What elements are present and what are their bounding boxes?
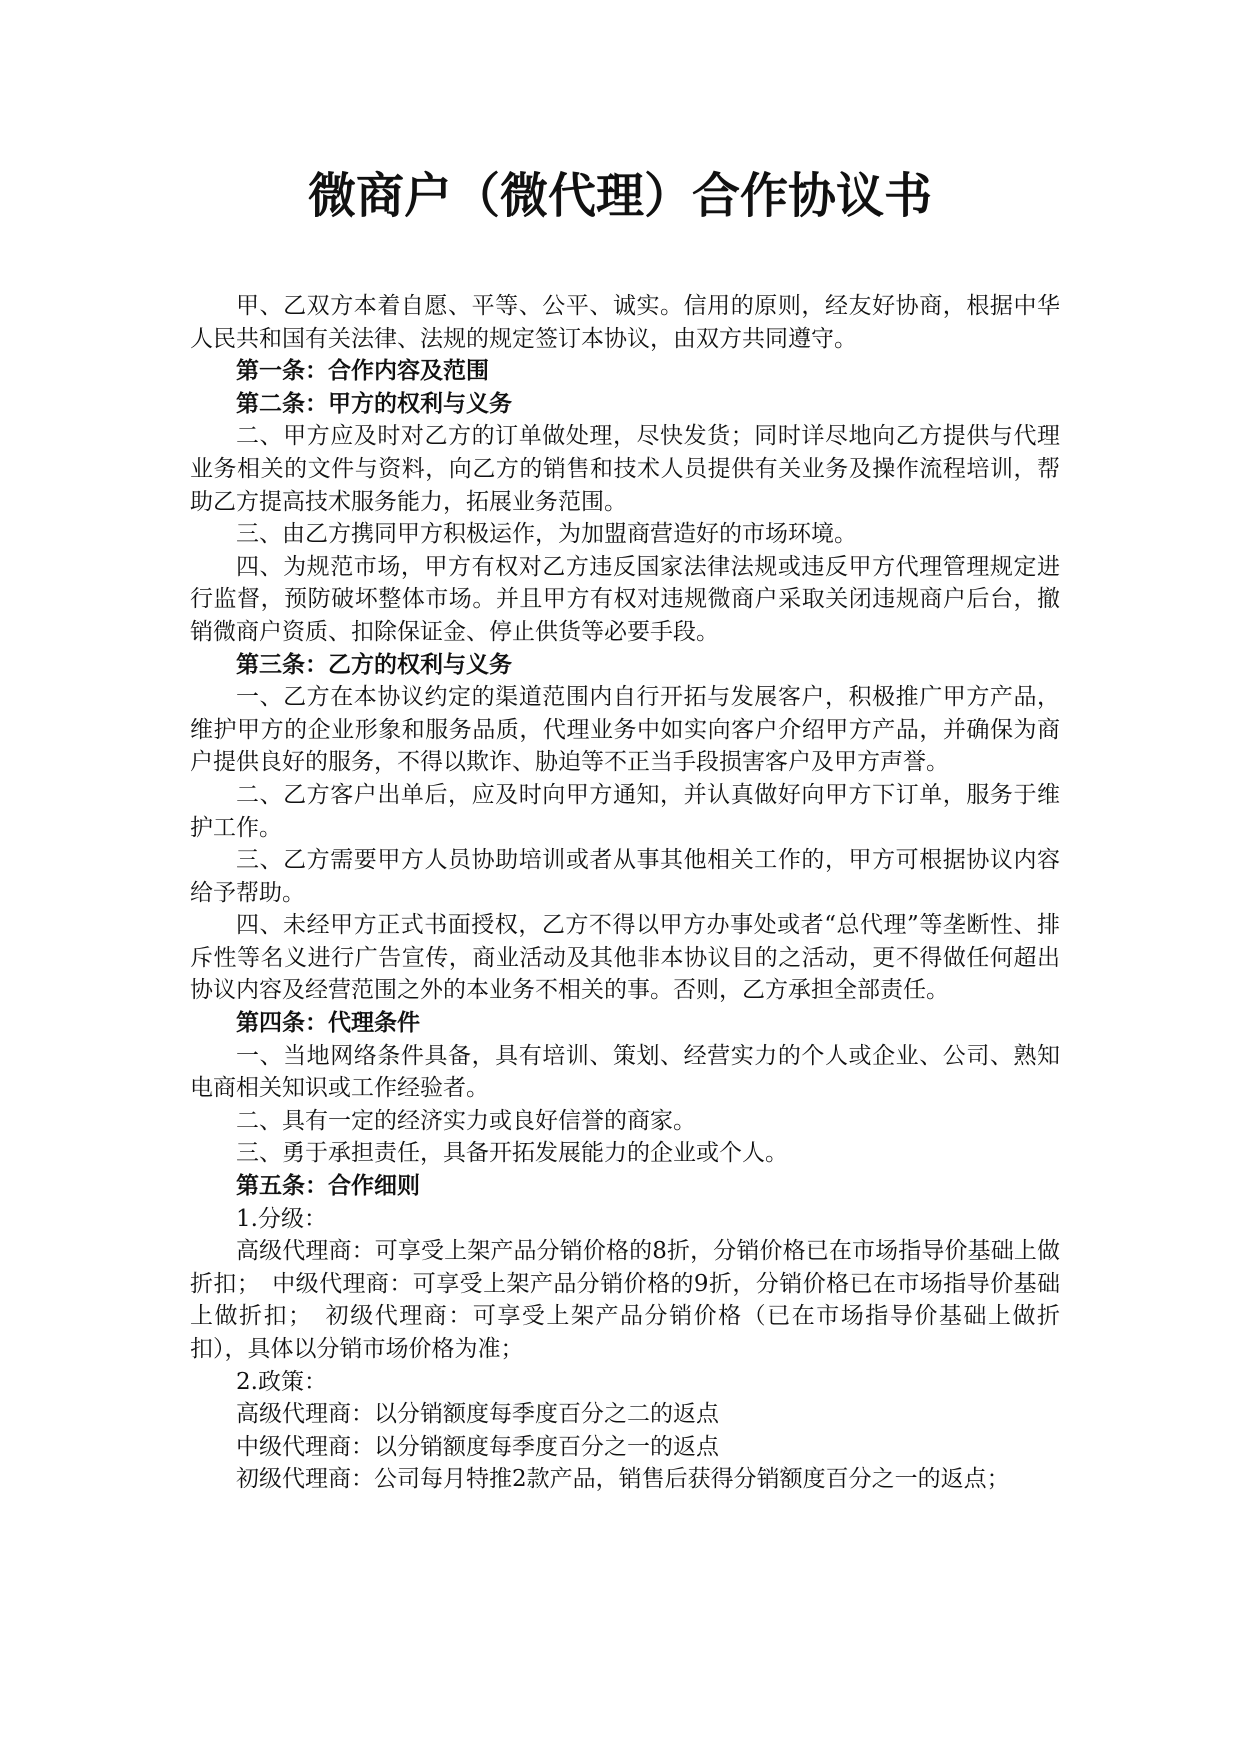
paragraph: 高级代理商：以分销额度每季度百分之二的返点 <box>236 1401 719 1428</box>
paragraph: 高级代理商：可享受上架产品分销价格的8折，分销价格已在市场指导价基础上做折扣； 中级代理商：可享受上架产品分销价格的9折，分销价格已在市场指导价基础上做折扣； 初级代理商：可享受上架产品分销价格（已在市场指导价基础上做折扣），具体以分销市场价格为准； <box>190 1238 1060 1362</box>
section-heading: 第一条：合作内容及范围 <box>236 357 489 385</box>
document-body <box>190 290 1060 1496</box>
paragraph: 四、未经甲方正式书面授权，乙方不得以甲方办事处或者“总代理”等垄断性、排斥性等名义进行广告宣传，商业活动及其他非本协议目的之活动，更不得做任何超出协议内容及经营范围之外的本业务不相关的事。否则，乙方承担全部责任。 <box>190 912 1060 1004</box>
paragraph: 三、乙方需要甲方人员协助培训或者从事其他相关工作的，甲方可根据协议内容给予帮助。 <box>190 847 1060 906</box>
paragraph: 二、具有一定的经济实力或良好信誉的商家。 <box>236 1107 696 1134</box>
section-heading: 第五条：合作细则 <box>236 1172 420 1200</box>
paragraph: 四、为规范市场，甲方有权对乙方违反国家法律法规或违反甲方代理管理规定进行监督，预防破坏整体市场。并且甲方有权对违规微商户采取关闭违规商户后台，撤销微商户资质、扣除保证金、停止供货等必要手段。 <box>190 553 1060 645</box>
document-title: 微商户（微代理）合作协议书 <box>307 168 932 224</box>
section-heading: 第二条：甲方的权利与义务 <box>236 389 512 417</box>
section-heading: 第四条：代理条件 <box>236 1009 420 1037</box>
paragraph: 三、勇于承担责任，具备开拓发展能力的企业或个人。 <box>236 1140 788 1167</box>
paragraph: 二、乙方客户出单后，应及时向甲方通知，并认真做好向甲方下订单，服务于维护工作。 <box>190 781 1060 841</box>
paragraph: 二、甲方应及时对乙方的订单做处理，尽快发货；同时详尽地向乙方提供与代理业务相关的文件与资料，向乙方的销售和技术人员提供有关业务及操作流程培训，帮助乙方提高技术服务能力，拓展业务范围。 <box>190 423 1060 515</box>
section-heading: 第三条：乙方的权利与义务 <box>236 650 512 678</box>
paragraph: 一、乙方在本协议约定的渠道范围内自行开拓与发展客户，积极推广甲方产品，维护甲方的企业形象和服务品质，代理业务中如实向客户介绍甲方产品，并确保为商户提供良好的服务，不得以欺诈、胁迫等不正当手段损害客户及甲方声誉。 <box>190 684 1060 776</box>
paragraph: 一、当地网络条件具备，具有培训、策划、经营实力的个人或企业、公司、熟知电商相关知识或工作经验者。 <box>190 1042 1060 1102</box>
paragraph: 2.政策： <box>236 1368 327 1395</box>
paragraph: 中级代理商：以分销额度每季度百分之一的返点 <box>236 1433 719 1460</box>
paragraph: 三、由乙方携同甲方积极运作，为加盟商营造好的市场环境。 <box>236 521 857 548</box>
paragraph: 1.分级： <box>236 1205 327 1232</box>
paragraph: 初级代理商：公司每月特推2款产品，销售后获得分销额度百分之一的返点； <box>236 1466 1010 1493</box>
paragraph: 甲、乙双方本着自愿、平等、公平、诚实。信用的原则，经友好协商，根据中华人民共和国有关法律、法规的规定签订本协议，由双方共同遵守。 <box>190 293 1060 352</box>
